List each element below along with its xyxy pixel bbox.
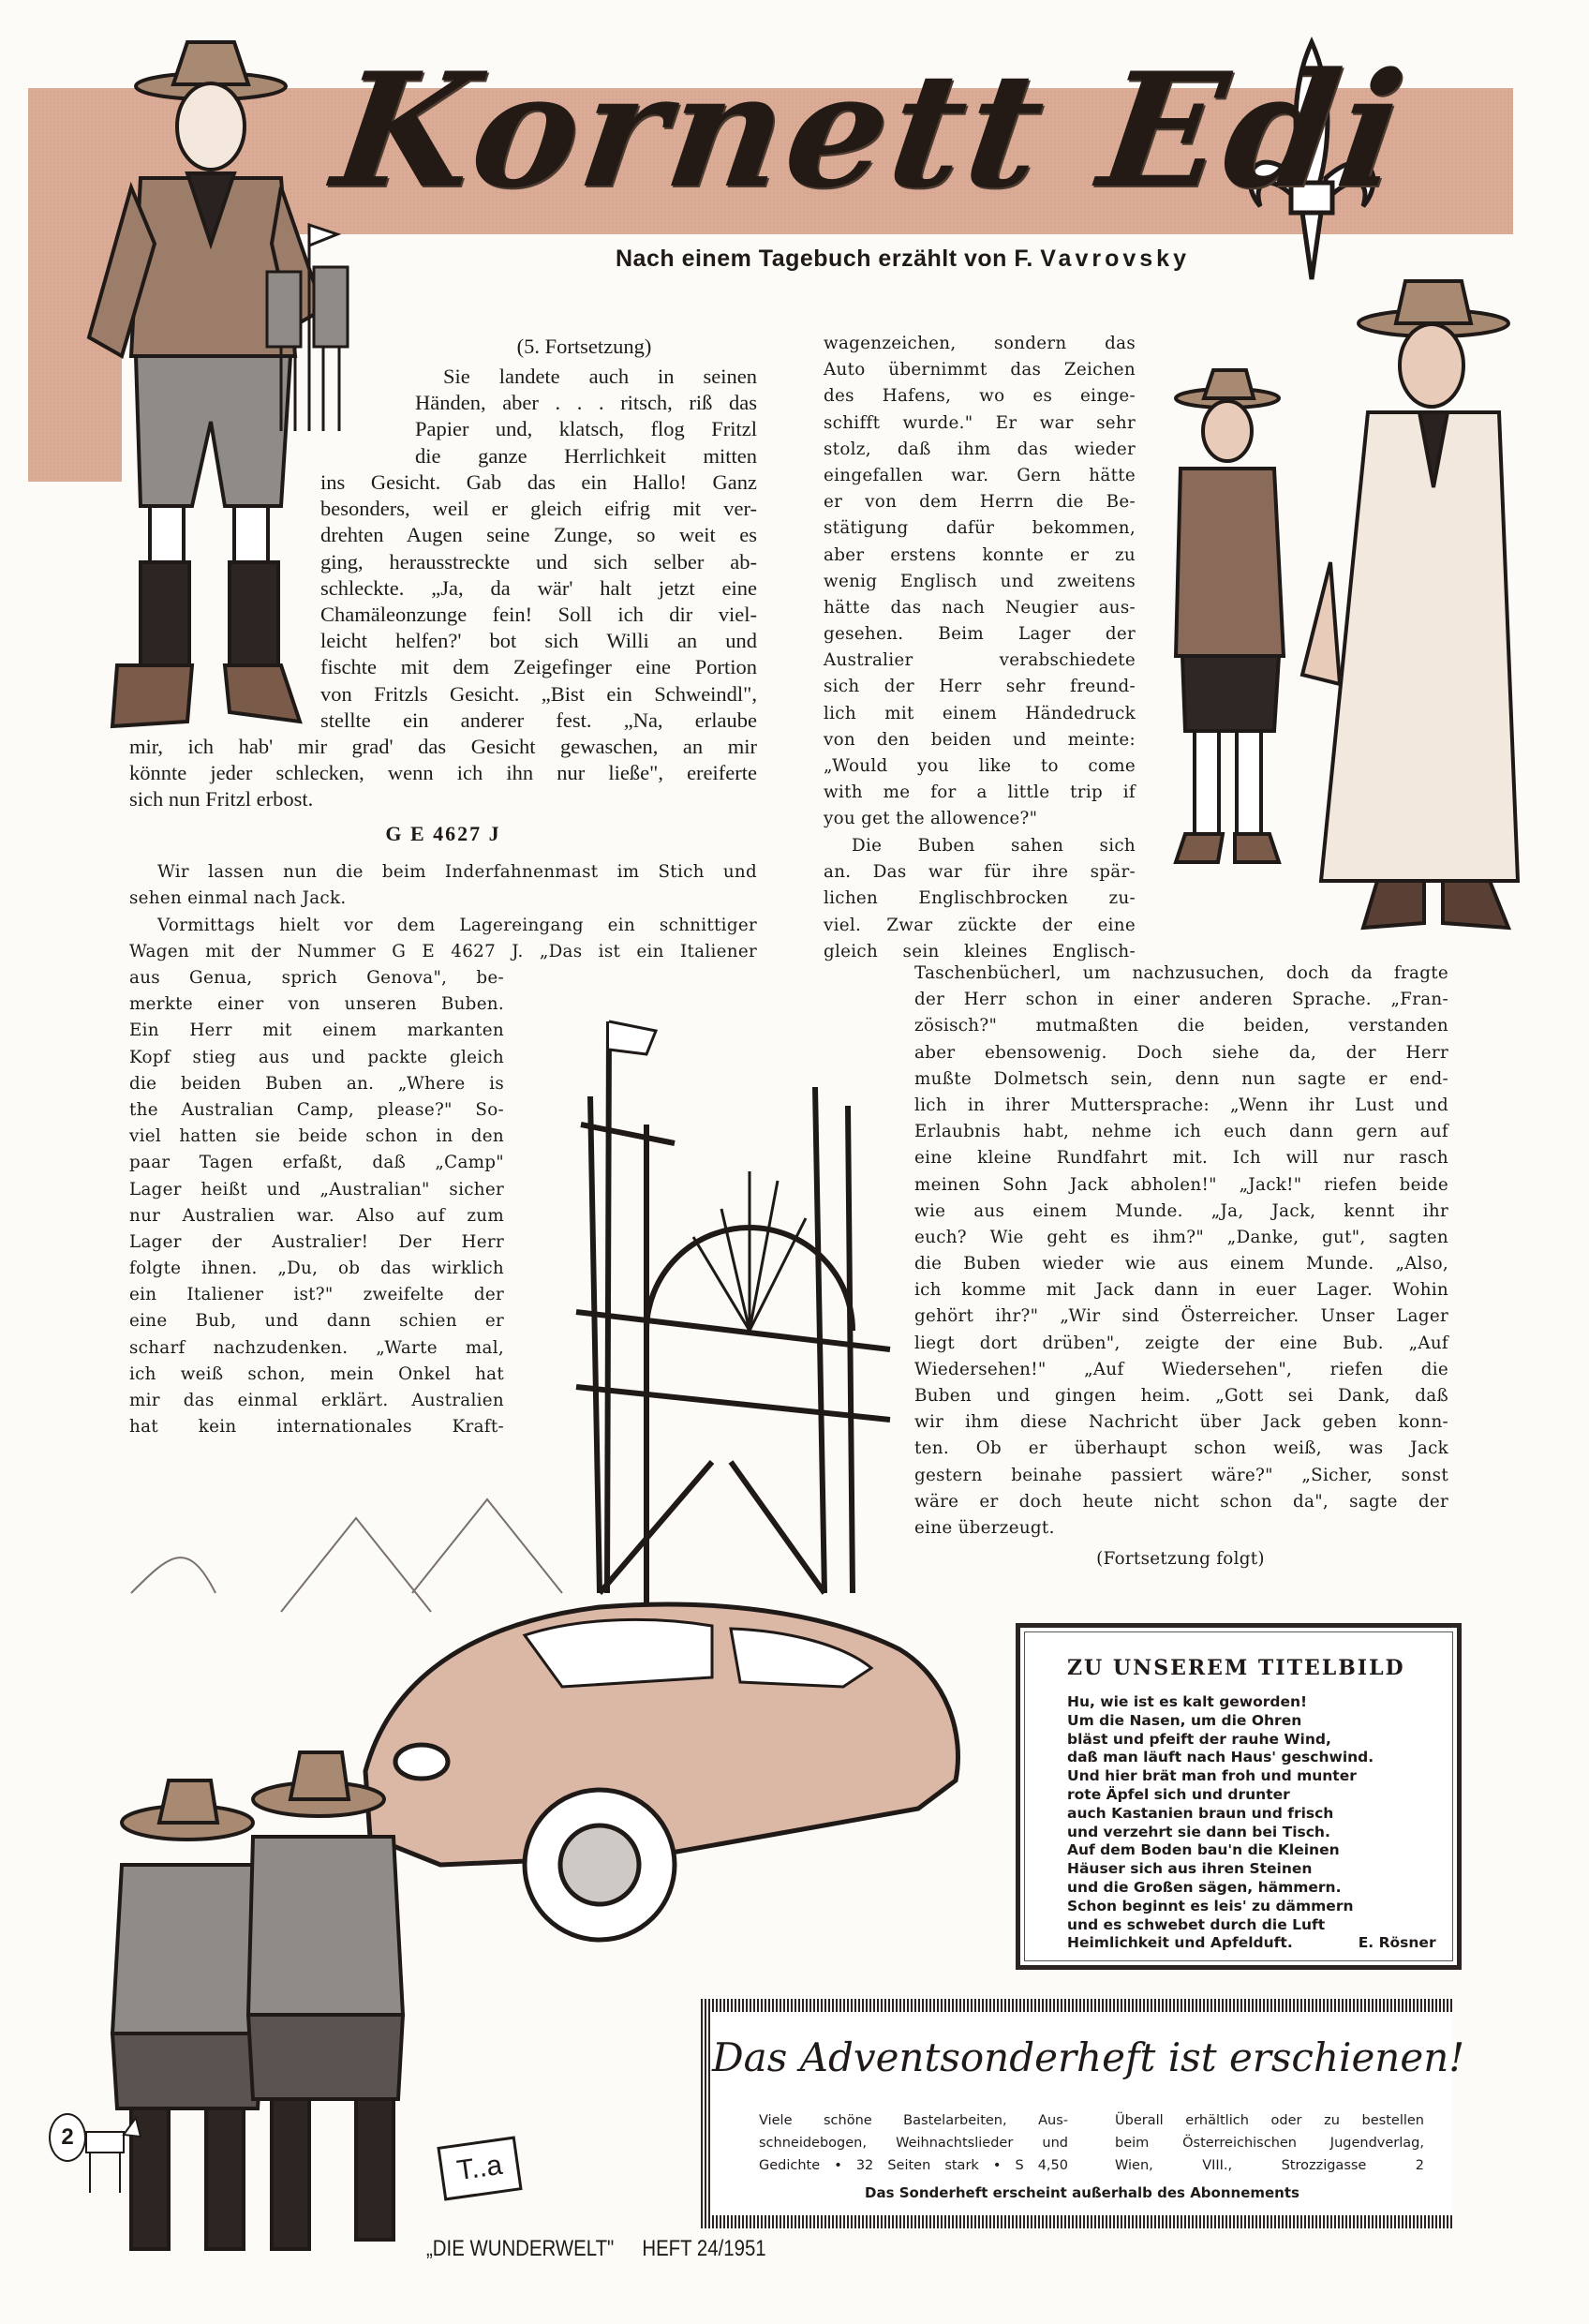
text-block [824, 331, 1136, 833]
text-line: lich mit einem Händedruck [824, 703, 1136, 723]
text-line: sich der Herr sehr freund- [824, 677, 1136, 697]
poem-line: und verzehrt sie dann bei Tisch. [1067, 1823, 1330, 1840]
text-line: Lager heißt und „Australian" sicher [129, 1179, 504, 1199]
text-line: liegt dort drüben", zeigte der eine Bub. „Auf [914, 1333, 1448, 1353]
section-heading: G E 4627 J [385, 822, 501, 845]
text-line: merkte einer von unseren Buben. [129, 994, 504, 1015]
text-line: wie aus einem Munde. „Ja, Jack, kennt ihr [914, 1200, 1448, 1221]
text-line: viel hatten sie beide schon in den [129, 1126, 504, 1147]
text-line: leicht helfen?' bot sich Willi an und [320, 629, 757, 653]
poem-author: E. Rösner [1358, 1934, 1436, 1952]
text-line: wäre er doch heute nicht schon da", sagte der [914, 1491, 1448, 1512]
text-line: sich nun Fritzl erbost. [129, 787, 314, 812]
ordering-line: Wien, VIII., Strozzigasse 2 [1115, 2158, 1424, 2173]
poem-line: rote Äpfel sich und drunter [1067, 1785, 1290, 1803]
cover-poem-title: ZU UNSEREM TITELBILD [1067, 1656, 1405, 1680]
text-line: ich komme mit Jack dann in euer Lager. Wohin [914, 1280, 1448, 1301]
text-line: besonders, weil er gleich eifrig mit ver- [320, 497, 757, 521]
text-line: stellte ein anderer fest. „Na, erlaube [320, 708, 757, 732]
text-block [129, 734, 757, 813]
two-scouts-back-view [112, 1752, 403, 2249]
byline-author: Vavrovsky [1040, 246, 1190, 272]
text-block [415, 364, 757, 469]
publication-name: „DIE WUNDERWELT" [426, 2236, 615, 2261]
camp-tents [131, 1499, 562, 1612]
text-line: hätte das nach Neugier aus- [824, 597, 1136, 618]
text-block [914, 961, 1448, 1542]
announcement-note: Das Sonderheft erscheint außerhalb des Abonnements [865, 2184, 1299, 2201]
illustrator-signature: T..a [437, 2136, 522, 2200]
text-line: die ganze Herrlichkeit mitten [415, 443, 757, 468]
text-line: Chamäleonzunge fein! Soll ich dir viel- [320, 602, 757, 626]
poem-line: daß man läuft nach Haus' geschwind. [1067, 1749, 1374, 1766]
text-line: könnte jeder schlecken, wenn ich ihn nur ließe", ereiferte [129, 761, 757, 785]
advent-issue-announcement [701, 1999, 1465, 2228]
poem-line [1067, 1934, 1436, 1953]
text-line: meinen Sohn Jack abholen!" „Jack!" riefen beide [914, 1174, 1448, 1195]
text-line: ging, herausstreckte und sich selber ab- [320, 549, 757, 574]
text-line: Ein Herr mit einem markanten [129, 1020, 504, 1041]
poem-line: auch Kastanien braun und frisch [1067, 1804, 1334, 1822]
text-line: ins Gesicht. Gab das ein Hallo! Ganz [320, 470, 757, 494]
text-line: Auto übernimmt das Zeichen [824, 360, 1136, 380]
text-line: mir, ich hab' mir grad' das Gesicht gewaschen, an mir [129, 735, 757, 758]
text-line: Lager der Australier! Der Herr [129, 1231, 504, 1252]
text-line: Taschenbücherl, um nachzusuchen, doch da fragte [914, 963, 1448, 983]
text-line: the Australian Camp, please?" So- [129, 1099, 504, 1120]
text-block [129, 913, 757, 965]
text-line: euch? Wie geht es ihm?" „Danke, gut", sagten [914, 1227, 1448, 1247]
camp-gate-illustration [576, 1021, 890, 1602]
details-line: Viele schöne Bastelarbeiten, Aus- [759, 2113, 1068, 2128]
text-line: gesehen. Beim Lager der [824, 624, 1136, 645]
text-line: stolz, daß ihm das wieder [824, 439, 1136, 459]
text-line: Vormittags hielt vor dem Lagereingang ein schnittiger [157, 916, 757, 935]
text-line: ich weiß schon, mein Onkel hat [129, 1363, 504, 1384]
text-line: Buben und gingen heim. „Gott sei Dank, daß [914, 1386, 1448, 1406]
text-line: stätigung dafür bekommen, [824, 518, 1136, 539]
text-line: schifft wurde." Er war sehr [824, 412, 1136, 433]
text-line: die beiden Buben an. „Where is [129, 1073, 504, 1094]
text-block [824, 833, 1136, 965]
scout-illustration-left [89, 42, 323, 726]
text-line: von den beiden und meinte: [824, 729, 1136, 750]
text-line: scharf nachzudenken. „Warte mal, [129, 1337, 504, 1358]
poem-line: bläst und pfeift der rauhe Wind, [1067, 1730, 1331, 1748]
text-line: Papier und, klatsch, flog Fritzl [415, 417, 757, 441]
poem-line: Schon beginnt es leis' zu dämmern [1067, 1897, 1354, 1914]
issue-number: HEFT 24/1951 [642, 2236, 766, 2261]
text-line: paar Tagen erfaßt, daß „Camp" [129, 1153, 504, 1173]
text-line: gehört ihr?" „Wir sind Österreicher. Unser Lager [914, 1306, 1448, 1327]
text-line: Sie landete auch in seinen [443, 365, 757, 388]
text-line: drehten Augen seine Zunge, so weit es [320, 523, 757, 547]
text-line: er von dem Herrn die Be- [824, 492, 1136, 513]
text-line: Australier verabschiedete [824, 650, 1136, 671]
details-line: schneidebogen, Weihnachtslieder und [759, 2136, 1068, 2151]
text-line: Erlaubnis habt, nehme ich euch dann gern auf [914, 1122, 1448, 1142]
text-line: an. Das war für ihre spär- [824, 862, 1136, 883]
poem-line: Häuser sich aus ihren Steinen [1067, 1860, 1313, 1878]
text-block [129, 859, 757, 912]
page-number: 2 [49, 2113, 86, 2162]
poem-line: Um die Nasen, um die Ohren [1067, 1711, 1302, 1729]
text-line: fischte mit dem Zeigefinger eine Portion [320, 655, 757, 679]
text-line: aus Genua, sprich Genova", be- [129, 968, 504, 988]
text-line: Wiedersehen!" „Auf Wiedersehen", riefen die [914, 1359, 1448, 1379]
page-footer [426, 2236, 766, 2262]
cover-poem-box [1016, 1623, 1462, 1970]
ordering-line: Überall erhältlich oder zu bestellen [1115, 2113, 1424, 2128]
announcement-title: Das Adventsonderheft ist erschienen! [712, 2034, 1465, 2080]
poem-line: Hu, wie ist es kalt geworden! [1067, 1693, 1308, 1710]
text-line: „Would you like to come [824, 756, 1136, 776]
poem-line: Und hier brät man froh und munter [1067, 1767, 1357, 1785]
continuation-label: (5. Fortsetzung) [516, 335, 652, 358]
text-line: mir das einmal erklärt. Australien [129, 1391, 504, 1410]
text-line: eine kleine Rundfahrt mit. Ich will nur rasch [914, 1148, 1448, 1169]
to-be-continued: (Fortsetzung folgt) [1096, 1549, 1265, 1569]
text-line: viel. Zwar zückte der eine [824, 915, 1136, 935]
poem-line: und es schwebet durch die Luft [1067, 1915, 1326, 1933]
poem-last-line: Heimlichkeit und Apfelduft. [1067, 1934, 1293, 1952]
text-line: mußte Dolmetsch sein, denn nun sagte er end- [914, 1068, 1448, 1089]
byline-prefix: Nach einem Tagebuch erzählt von F. [616, 246, 1033, 272]
text-line: ein Italiener ist?" zweifelte der [129, 1285, 504, 1305]
text-line: des Hafens, wo es einge- [824, 386, 1136, 407]
text-line: wenig Englisch und zweitens [824, 571, 1136, 591]
text-line: schleckte. „Ja, da wär' halt jetzt eine [320, 575, 757, 600]
poem-line: Auf dem Boden bau'n die Kleinen [1067, 1841, 1340, 1859]
text-line: gleich sein kleines Englisch- [824, 941, 1136, 961]
text-line: Kopf stieg aus und packte gleich [129, 1047, 504, 1067]
details-line: Gedichte • 32 Seiten stark • S 4,50 [759, 2158, 1068, 2173]
announcement-ordering [1115, 2109, 1424, 2177]
text-line: zösisch?" mutmaßten die beiden, verstanden [914, 1016, 1448, 1036]
text-block [129, 965, 504, 1440]
text-line: eine überzeugt. [914, 1517, 1055, 1538]
text-line: you get the allowence?" [824, 809, 1038, 829]
text-block [320, 469, 757, 734]
text-line: sehen einmal nach Jack. [129, 888, 347, 909]
text-line: wagenzeichen, sondern das [824, 334, 1136, 353]
text-line: ten. Ob er überhaupt schon weiß, was Jack [914, 1438, 1448, 1459]
scout-and-gentleman-illustration [1176, 281, 1518, 928]
text-line: lichen Englischbrocken zu- [824, 888, 1136, 909]
text-line: wir ihm diese Nachricht über Jack geben konn- [914, 1412, 1448, 1433]
text-line: with me for a little trip if [824, 782, 1136, 803]
cover-poem [1067, 1693, 1436, 1953]
text-line: gestern beinahe passiert wäre?" „Sicher, sonst [914, 1465, 1448, 1485]
text-line: der Herr schon in einer anderen Sprache. „Fran- [914, 990, 1448, 1010]
text-line: Händen, aber . . . ritsch, riß das [415, 391, 757, 415]
text-line: aber erstens konnte er zu [824, 544, 1136, 565]
text-line: eine Bub, und dann schien er [129, 1311, 504, 1332]
text-line: Wir lassen nun die beim Inderfahnenmast im Stich und [157, 862, 757, 882]
car-illustration [365, 1604, 958, 1940]
text-line: von Fritzls Gesicht. „Bist ein Schweindl", [320, 681, 757, 706]
text-line: lich in ihrer Muttersprache: „Wenn ihr Lust und [914, 1095, 1448, 1115]
article-byline [616, 246, 1190, 273]
text-line: Die Buben sahen sich [852, 836, 1136, 856]
text-line: nur Australien war. Also auf zum [129, 1205, 504, 1226]
ordering-line: beim Österreichischen Jugendverlag, [1115, 2136, 1424, 2151]
poem-line: und die Großen sägen, hämmern. [1067, 1878, 1342, 1896]
text-line: folgte ihnen. „Du, ob das wirklich [129, 1259, 504, 1279]
text-line: aber ebensowenig. Doch siehe da, der Herr [914, 1042, 1448, 1063]
article-title: Kornett Edi [324, 37, 1418, 223]
announcement-details [759, 2109, 1068, 2177]
text-line: eingefallen war. Gern hätte [824, 465, 1136, 485]
text-line: Wagen mit der Nummer G E 4627 J. „Das ist ein Italiener [129, 942, 757, 962]
text-line: die Buben wieder wie aus einem Munde. „Also, [914, 1254, 1448, 1274]
text-line: hat kein internationales Kraft- [129, 1417, 504, 1438]
